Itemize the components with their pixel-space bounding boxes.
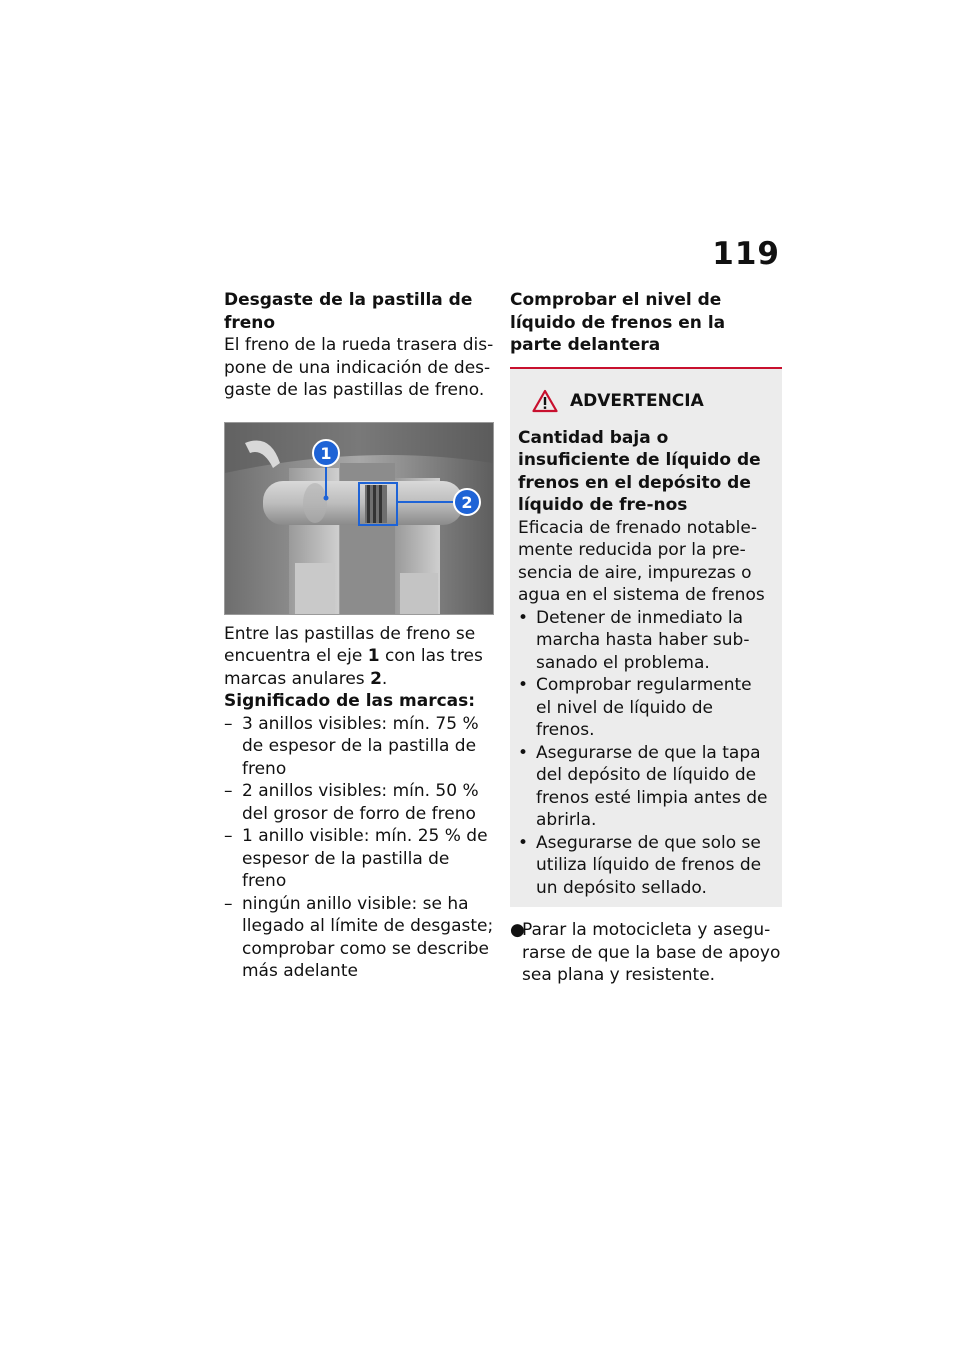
list-item: [224, 713, 494, 781]
marks-heading: Significado de las marcas:: [224, 691, 476, 711]
intro-paragraph: El freno de la rueda trasera dis-pone de una indicación de des-gaste de las pastillas de freno.: [224, 335, 494, 400]
section-heading-brake-fluid: Comprobar el nivel de líquido de frenos en la parte delantera: [510, 290, 726, 355]
list-item-text: 1 anillo visible: mín. 25 % de espesor de la pastilla de freno: [242, 826, 488, 891]
list-item: [224, 825, 494, 893]
callout-2: 2: [461, 492, 473, 512]
right-column: [510, 289, 782, 987]
warning-bullets: [518, 607, 772, 900]
list-item-text: Detener de inmediato la marcha hasta haber sub-sanado el problema.: [536, 607, 750, 673]
list-item: [510, 919, 782, 987]
warning-title: ADVERTENCIA: [570, 390, 704, 411]
list-item: [224, 780, 494, 825]
description-paragraph: [224, 623, 494, 691]
page-number: 119: [712, 236, 780, 272]
bullet-mark: •: [518, 742, 529, 763]
bullet-mark: •: [518, 607, 529, 628]
list-item: [518, 674, 772, 742]
list-item-text: 2 anillos visibles: mín. 50 % del grosor de forro de freno: [242, 781, 479, 824]
list-item: [518, 742, 772, 832]
section-heading-brake-pad-wear: Desgaste de la pastilla de freno: [224, 290, 473, 333]
warning-text: Eficacia de frenado notable-mente reducida por la pre-sencia de aire, impurezas o agua en el sistema de frenos: [518, 517, 765, 605]
list-item: [518, 607, 772, 675]
action-list: [510, 919, 782, 987]
warning-triangle-icon: [532, 389, 558, 413]
bullet-mark: •: [518, 832, 529, 853]
left-column: [224, 289, 494, 983]
desc-ref-2: 2: [370, 668, 382, 689]
list-item: [224, 893, 494, 983]
list-item-text: Asegurarse de que la tapa del depósito de líquido de frenos esté limpia antes de abrirla.: [536, 742, 768, 830]
dash-mark: –: [224, 893, 233, 914]
dash-mark: –: [224, 713, 233, 734]
list-item-text: 3 anillos visibles: mín. 75 % de espesor de la pastilla de freno: [242, 713, 479, 779]
action-bullet-mark: ●: [510, 920, 525, 940]
desc-text: Entre las pastillas de freno se encuentra el eje: [224, 623, 476, 666]
dash-mark: –: [224, 781, 233, 801]
desc-ref-1: 1: [367, 646, 380, 666]
desc-end: .: [381, 668, 388, 689]
desc-text-2: con las tres marcas anulares: [224, 646, 483, 689]
warning-header: [518, 389, 772, 413]
callout-1: 1: [320, 443, 332, 463]
marks-list: [224, 713, 494, 983]
list-item: [518, 832, 772, 900]
bullet-mark: •: [518, 675, 529, 695]
brake-pad-illustration: [224, 422, 494, 615]
warning-box: [510, 367, 782, 908]
warning-subtitle: Cantidad baja o insuficiente de líquido de frenos en el depósito de líquido de fre-nos: [518, 427, 761, 515]
dash-mark: –: [224, 826, 233, 846]
list-item-text: Comprobar regularmente el nivel de líquido de frenos.: [536, 675, 752, 740]
list-item-text: Parar la motocicleta y asegu-rarse de que la base de apoyo sea plana y resistente.: [522, 920, 781, 985]
list-item-text: Asegurarse de que solo se utiliza líquido de frenos de un depósito sellado.: [536, 832, 762, 898]
list-item-text: ningún anillo visible: se ha llegado al límite de desgaste; comprobar como se describe más adelante: [242, 893, 494, 981]
